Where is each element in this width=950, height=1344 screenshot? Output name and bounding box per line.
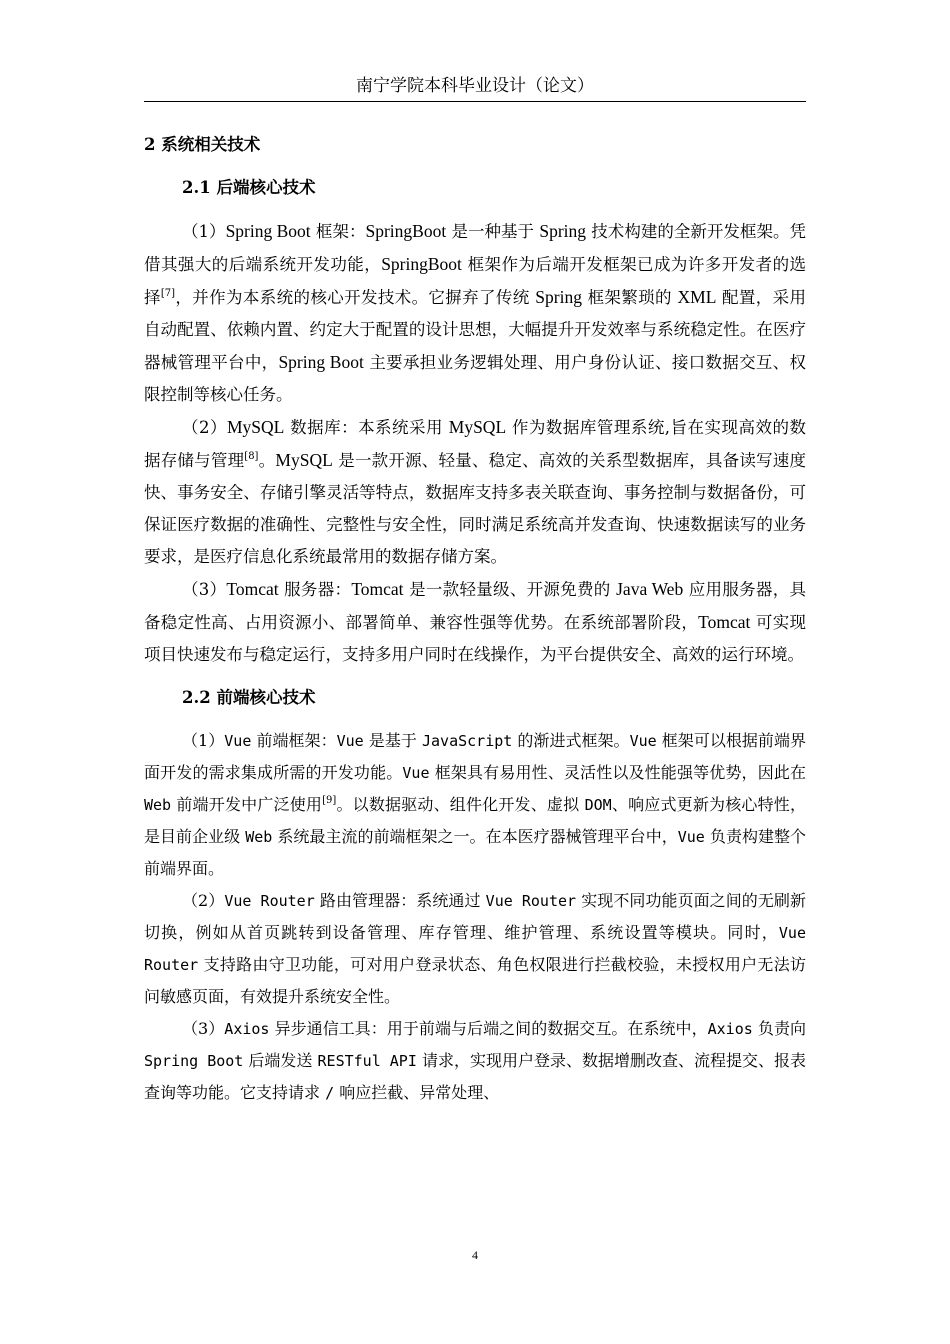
- paragraph-vue: （1）Vue 前端框架：Vue 是基于 JavaScript 的渐进式框架。Vue 框架可以根据前端界面开发的需求集成所需的开发功能。Vue 框架具有易用性、灵活性以及性能强等优势，因此在 Web 前端开发中广泛使用[9]。以数据驱动、组件化开发、虚拟 DOM、响应式更新为核心特性，是目前企业级 Web 系统最主流的前端框架之一。在本医疗器械管理平台中，Vue 负责构建整个前端界面。: [144, 731, 806, 878]
- paragraph-axios: （3）Axios 异步通信工具：用于前端与后端之间的数据交互。在系统中，Axios 负责向 Spring Boot 后端发送 RESTful API 请求，实现用户登录、数据增删改查、流程提交、报表查询等功能。它支持请求 / 响应拦截、异常处理、: [144, 1019, 806, 1102]
- paragraph-spring-boot: （1）Spring Boot 框架：SpringBoot 是一种基于 Spring 技术构建的全新开发框架。凭借其强大的后端系统开发功能，SpringBoot 框架作为后端开发框架已成为许多开发者的选择[7]，并作为本系统的核心开发技术。它摒弃了传统 Spring 框架繁琐的 XML 配置，采用自动配置、依赖内置、约定大于配置的设计思想，大幅提升开发效率与系统稳定性。在医疗器械管理平台中，Spring Boot 主要承担业务逻辑处理、用户身份认证、接口数据交互、权限控制等核心任务。: [144, 221, 807, 404]
- page-body: [144, 129, 806, 1109]
- citation-9: [9]: [322, 795, 337, 806]
- paragraph-vue-router: （2）Vue Router 路由管理器：系统通过 Vue Router 实现不同功能页面之间的无刷新切换，例如从首页跳转到设备管理、库存管理、维护管理、系统设置等模块。同时，Vue Router 支持路由守卫功能，可对用户登录状态、角色权限进行拦截校验，未授权用户无法访问敏感页面，有效提升系统安全性。: [144, 891, 806, 1006]
- paragraph-tomcat: （3）Tomcat 服务器：Tomcat 是一款轻量级、开源免费的 Java Web 应用服务器，具备稳定性高、占用资源小、部署简单、兼容性强等优势。在系统部署阶段，Tomcat 可实现项目快速发布与稳定运行，支持多用户同时在线操作，为平台提供安全、高效的运行环境。: [144, 579, 807, 664]
- citation-8: [8]: [244, 451, 259, 462]
- subsection-backend: [144, 172, 806, 671]
- subsection-frontend: [144, 682, 806, 1109]
- paragraph-mysql: （2）MySQL 数据库：本系统采用 MySQL 作为数据库管理系统,旨在实现高效的数据存储与管理[8]。MySQL 是一款开源、轻量、稳定、高效的关系型数据库，具备读写速度快、事务安全、存储引擎灵活等特点，数据库支持多表关联查询、事务控制与数据备份，可保证医疗数据的准确性、完整性与安全性，同时满足系统高并发查询、快速数据读写的业务要求，是医疗信息化系统最常用的数据存储方案。: [144, 417, 807, 566]
- page-number: 4: [472, 1248, 478, 1262]
- header-rule: [144, 101, 806, 102]
- subsection-heading-frontend: 2.2 前端核心技术: [182, 688, 316, 707]
- citation-7: [7]: [160, 288, 176, 299]
- subsection-heading-backend: 2.1 后端核心技术: [182, 178, 316, 197]
- page-header-title: 南宁学院本科毕业设计（论文）: [356, 76, 594, 96]
- section-heading: 2 系统相关技术: [144, 135, 261, 154]
